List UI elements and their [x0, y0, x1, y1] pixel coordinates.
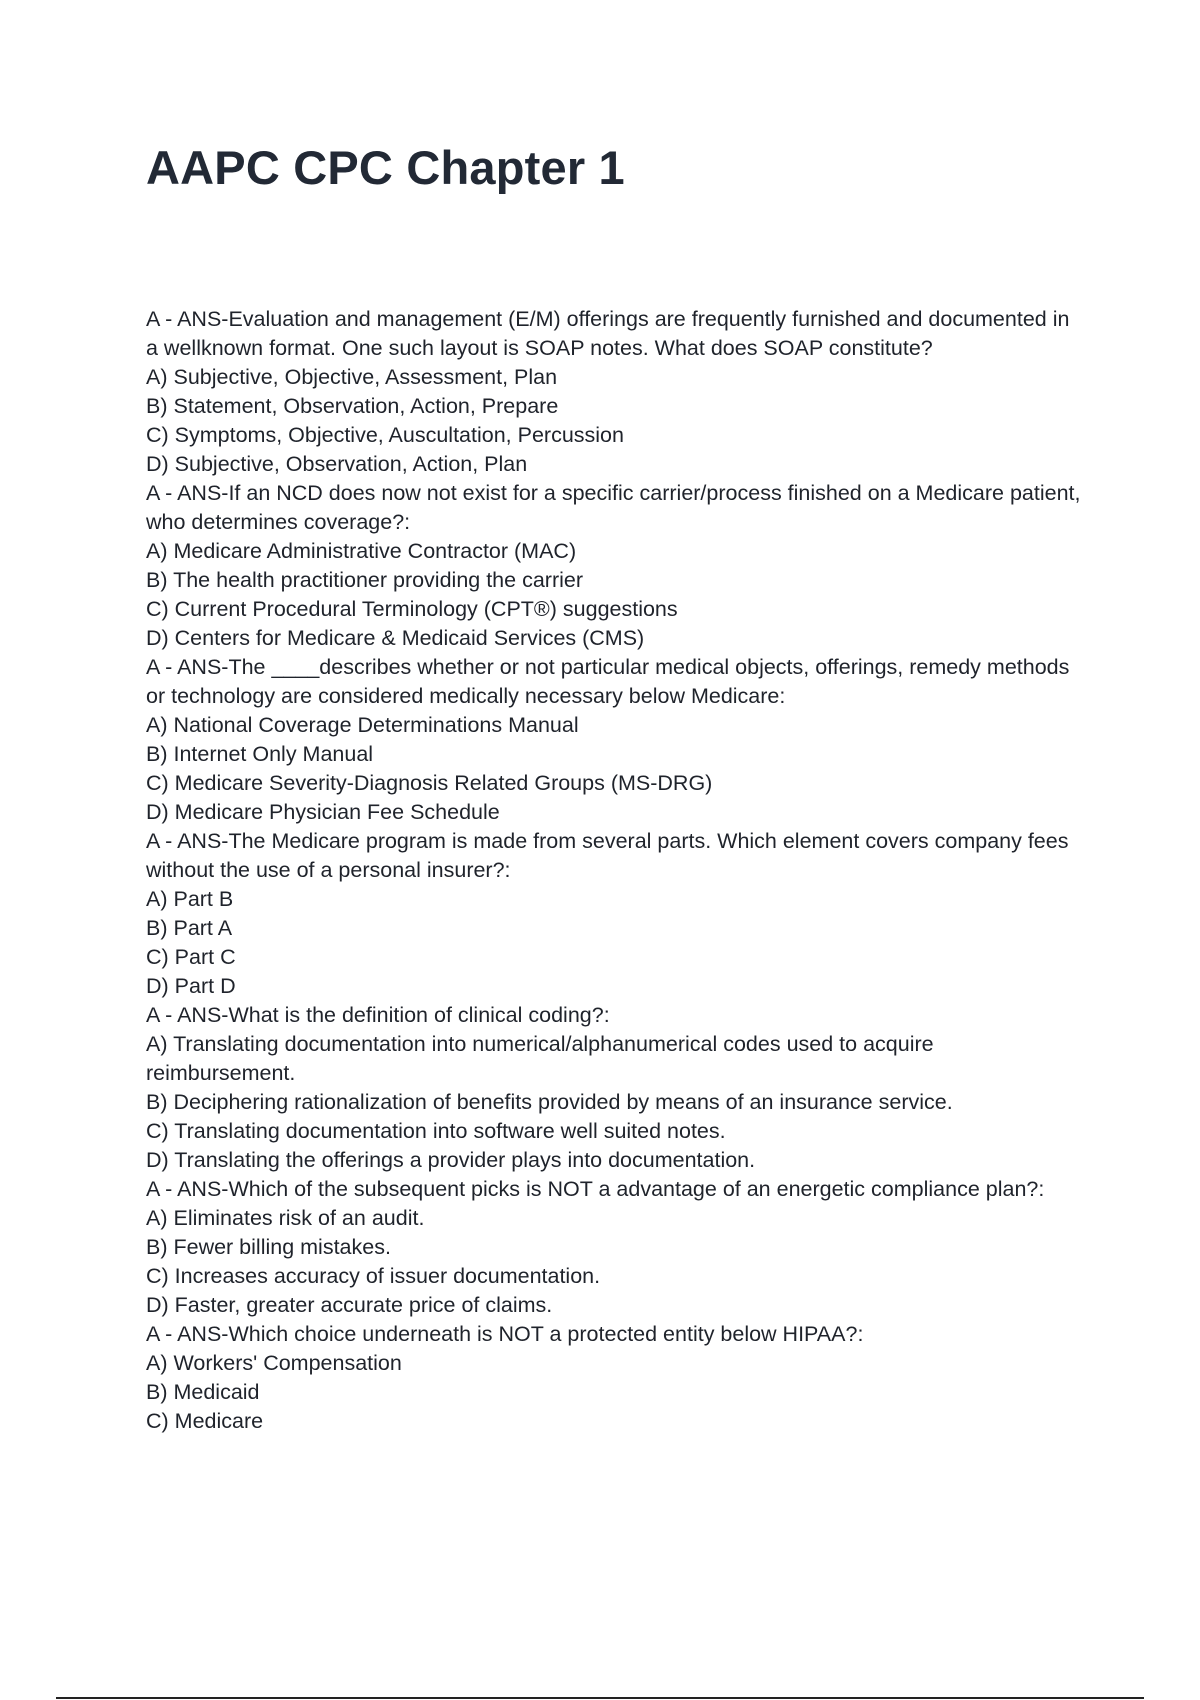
question-6-option-a: A) Eliminates risk of an audit.: [146, 1206, 425, 1230]
question-7: A - ANS-Which choice underneath is NOT a protected entity below HIPAA?:: [146, 1322, 864, 1346]
question-5: A - ANS-What is the definition of clinical coding?:: [146, 1003, 610, 1027]
question-5-option-b: B) Deciphering rationalization of benefits provided by means of an insurance service.: [146, 1090, 953, 1114]
question-4-option-d: D) Part D: [146, 974, 236, 998]
question-1: A - ANS-Evaluation and management (E/M) offerings are frequently furnished and documented in a wellknown format. One such layout is SOAP notes. What does SOAP constitute?: [146, 307, 1070, 360]
question-4-option-a: A) Part B: [146, 887, 234, 911]
question-6-option-c: C) Increases accuracy of issuer documentation.: [146, 1264, 601, 1288]
question-4-option-c: C) Part C: [146, 945, 236, 969]
question-7-option-c: C) Medicare: [146, 1409, 264, 1433]
question-7-option-a: A) Workers' Compensation: [146, 1351, 402, 1375]
question-1-option-a: A) Subjective, Objective, Assessment, Plan: [146, 365, 558, 389]
question-6-option-d: D) Faster, greater accurate price of claims.: [146, 1293, 553, 1317]
question-1-option-b: B) Statement, Observation, Action, Prepare: [146, 394, 559, 418]
question-2-option-b: B) The health practitioner providing the carrier: [146, 568, 583, 592]
question-5-option-a: A) Translating documentation into numerical/alphanumerical codes used to acquire reimbursement.: [146, 1032, 934, 1085]
question-3-option-c: C) Medicare Severity-Diagnosis Related Groups (MS-DRG): [146, 771, 713, 795]
question-7-option-b: B) Medicaid: [146, 1380, 260, 1404]
question-3-option-b: B) Internet Only Manual: [146, 742, 374, 766]
question-5-option-c: C) Translating documentation into software well suited notes.: [146, 1119, 726, 1143]
question-2-option-c: C) Current Procedural Terminology (CPT®) suggestions: [146, 597, 678, 621]
question-1-option-d: D) Subjective, Observation, Action, Plan: [146, 452, 528, 476]
qa-content: [146, 305, 1086, 1436]
question-3: A - ANS-The ____describes whether or not particular medical objects, offerings, remedy methods or technology are considered medically necessary below Medicare:: [146, 655, 1070, 708]
question-2: A - ANS-If an NCD does now not exist for a specific carrier/process finished on a Medicare patient, who determines coverage?:: [146, 481, 1081, 534]
question-4-option-b: B) Part A: [146, 916, 233, 940]
page-title: AAPC CPC Chapter 1: [146, 141, 625, 194]
footer-divider: [56, 1697, 1144, 1699]
question-6: A - ANS-Which of the subsequent picks is NOT a advantage of an energetic compliance plan?:: [146, 1177, 1045, 1201]
question-3-option-a: A) National Coverage Determinations Manual: [146, 713, 579, 737]
question-4: A - ANS-The Medicare program is made from several parts. Which element covers company fees without the use of a personal insurer?:: [146, 829, 1069, 882]
question-2-option-d: D) Centers for Medicare & Medicaid Services (CMS): [146, 626, 645, 650]
question-5-option-d: D) Translating the offerings a provider plays into documentation.: [146, 1148, 756, 1172]
question-3-option-d: D) Medicare Physician Fee Schedule: [146, 800, 500, 824]
question-1-option-c: C) Symptoms, Objective, Auscultation, Percussion: [146, 423, 624, 447]
question-2-option-a: A) Medicare Administrative Contractor (MAC): [146, 539, 577, 563]
question-6-option-b: B) Fewer billing mistakes.: [146, 1235, 391, 1259]
